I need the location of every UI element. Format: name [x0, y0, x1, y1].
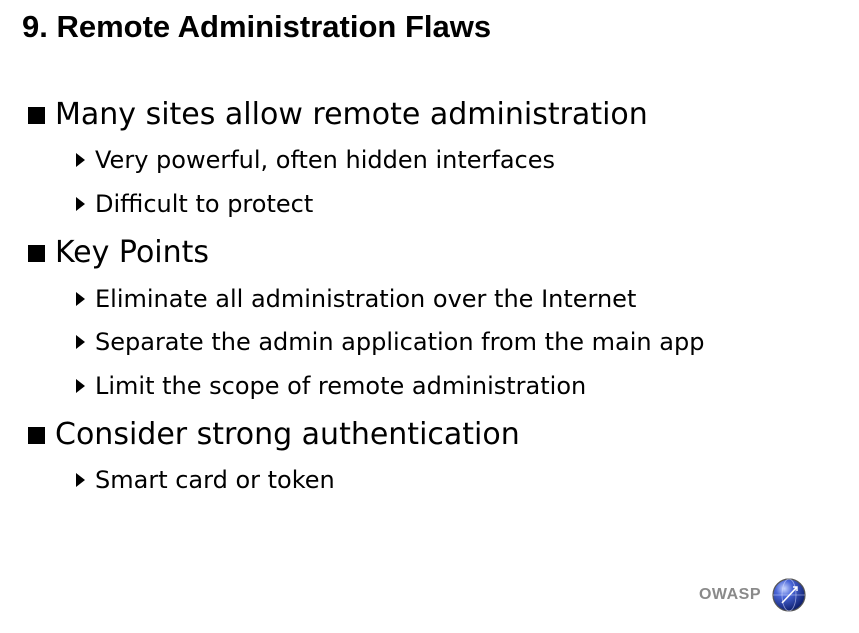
owasp-globe-logo-icon — [771, 577, 807, 613]
triangle-bullet-icon — [76, 197, 85, 211]
bullet-remote-admin — [28, 97, 648, 133]
sub-bullet-text: Eliminate all administration over the Internet — [95, 285, 637, 313]
triangle-bullet-icon — [76, 335, 85, 349]
sub-bullet-text: Very powerful, often hidden interfaces — [95, 146, 556, 174]
sub-bullet — [76, 145, 555, 175]
bullet-key-points — [28, 235, 209, 271]
triangle-bullet-icon — [76, 153, 85, 167]
sub-bullet-text: Separate the admin application from the main app — [95, 328, 705, 356]
footer-branding — [699, 577, 807, 613]
triangle-bullet-icon — [76, 292, 85, 306]
sub-bullet — [76, 327, 704, 357]
sub-bullet-text: Smart card or token — [95, 466, 335, 494]
sub-bullet — [76, 284, 636, 314]
sub-bullet-text: Difficult to protect — [95, 190, 314, 218]
sub-bullet — [76, 189, 313, 219]
sub-bullet-text: Limit the scope of remote administration — [95, 372, 587, 400]
bullet-text: Consider strong authentication — [55, 417, 520, 452]
square-bullet-icon — [28, 245, 45, 262]
slide-title: 9. Remote Administration Flaws — [22, 9, 492, 44]
sub-bullet — [76, 371, 586, 401]
bullet-text: Key Points — [55, 235, 210, 270]
triangle-bullet-icon — [76, 473, 85, 487]
sub-bullet — [76, 465, 335, 495]
square-bullet-icon — [28, 107, 45, 124]
square-bullet-icon — [28, 427, 45, 444]
bullet-text: Many sites allow remote administration — [55, 97, 648, 132]
brand-name: OWASP — [698, 586, 761, 603]
triangle-bullet-icon — [76, 379, 85, 393]
bullet-strong-auth — [28, 417, 520, 453]
